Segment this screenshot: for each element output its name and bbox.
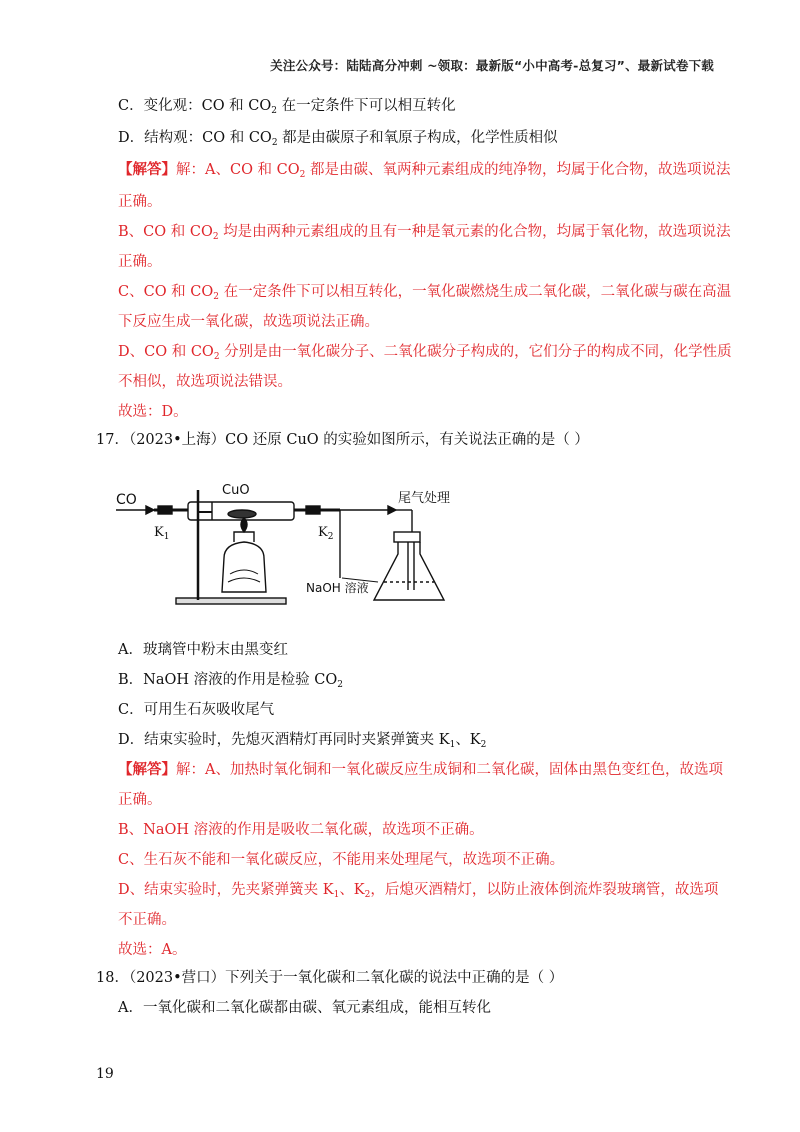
q17-answer-c: C、生石灰不能和一氧化碳反应，不能用来处理尾气，故选项不正确。 <box>118 852 565 868</box>
q16-answer-a-cont: 正确。 <box>118 194 162 210</box>
svg-text:K1 <box>154 525 169 542</box>
label-co: CO <box>116 492 137 508</box>
q17-answer-a: 【解答】解：A、加热时氧化铜和一氧化碳反应生成铜和二氧化碳，固体由黑色变红色，故选项 <box>118 761 723 778</box>
q16-answer-b: B、CO 和 $CO_2$ 均是由两种元素组成的且有一种是氧元素的化合物，均属于氧化物，故选项说法 <box>118 224 731 242</box>
q16-option-c: C．变化观：CO 和 $CO_2$ 在一定条件下可以相互转化 <box>118 98 456 116</box>
q17-answer-d: D、结束实验时，先夹紧弹簧夹 $K_1$、$K_2$，后熄灭酒精灯，以防止液体倒流炸裂玻璃管，故选项 <box>118 882 719 900</box>
q17-option-c: C．可用生石灰吸收尾气 <box>118 702 275 718</box>
label-k2-sub: 2 <box>327 532 334 542</box>
label-naoh: NaOH 溶液 <box>306 581 369 595</box>
q17-choice: 故选：A。 <box>118 942 187 958</box>
q16-answer-c-cont: 下反应生成一氧化碳，故选项说法正确。 <box>118 314 379 330</box>
q16-answer-d-cont: 不相似，故选项说法错误。 <box>118 374 292 390</box>
page-number: 19 <box>96 1066 114 1082</box>
q16-answer-a: 【解答】解：A、CO 和 $CO_2$ 都是由碳、氧两种元素组成的纯净物，均属于化合物，故选项说法 <box>118 161 731 180</box>
q16-answer-d: D、CO 和 $CO_2$ 分别是由一氧化碳分子、二氧化碳分子构成的，它们分子的构成不同，化学性质 <box>118 344 732 362</box>
page-header: 关注公众号：陆陆高分冲刺 ~领取：最新版“小中高考-总复习”、最新试卷下载 <box>270 58 714 73</box>
q17-answer-b: B、NaOH 溶液的作用是吸收二氧化碳，故选项不正确。 <box>118 822 484 838</box>
svg-text:K2 <box>318 525 333 542</box>
q18-option-a: A．一氧化碳和二氧化碳都由碳、氧元素组成，能相互转化 <box>118 1000 491 1016</box>
experiment-apparatus-figure <box>112 478 472 608</box>
q17-answer-d-cont: 不正确。 <box>118 912 176 928</box>
label-k2: K <box>318 525 328 540</box>
q17-option-b: B．NaOH 溶液的作用是检验 $CO_2$ <box>118 672 343 690</box>
label-cuo: CuO <box>222 483 250 498</box>
q17-option-d: D．结束实验时，先熄灭酒精灯再同时夹紧弹簧夹 $K_1$、$K_2$ <box>118 732 487 750</box>
q16-option-d: D．结构观：CO 和 $CO_2$ 都是由碳原子和氧原子构成，化学性质相似 <box>118 130 558 148</box>
label-k1-sub: 1 <box>163 532 170 542</box>
q17-option-a: A．玻璃管中粉末由黑变红 <box>118 642 288 658</box>
q16-answer-c: C、CO 和 $CO_2$ 在一定条件下可以相互转化，一氧化碳燃烧生成二氧化碳，二氧化碳与碳在高温 <box>118 284 732 302</box>
q17-answer-a-cont: 正确。 <box>118 792 162 808</box>
q16-answer-b-cont: 正确。 <box>118 254 162 270</box>
q17-stem: 17．（2023•上海）CO 还原 CuO 的实验如图所示，有关说法正确的是（ ） <box>96 432 589 448</box>
q18-stem: 18．（2023•营口）下列关于一氧化碳和二氧化碳的说法中正确的是（ ） <box>96 970 564 986</box>
q16-choice: 故选：D。 <box>118 404 188 420</box>
label-k1: K <box>154 525 164 540</box>
label-tail-gas: 尾气处理 <box>398 491 451 506</box>
